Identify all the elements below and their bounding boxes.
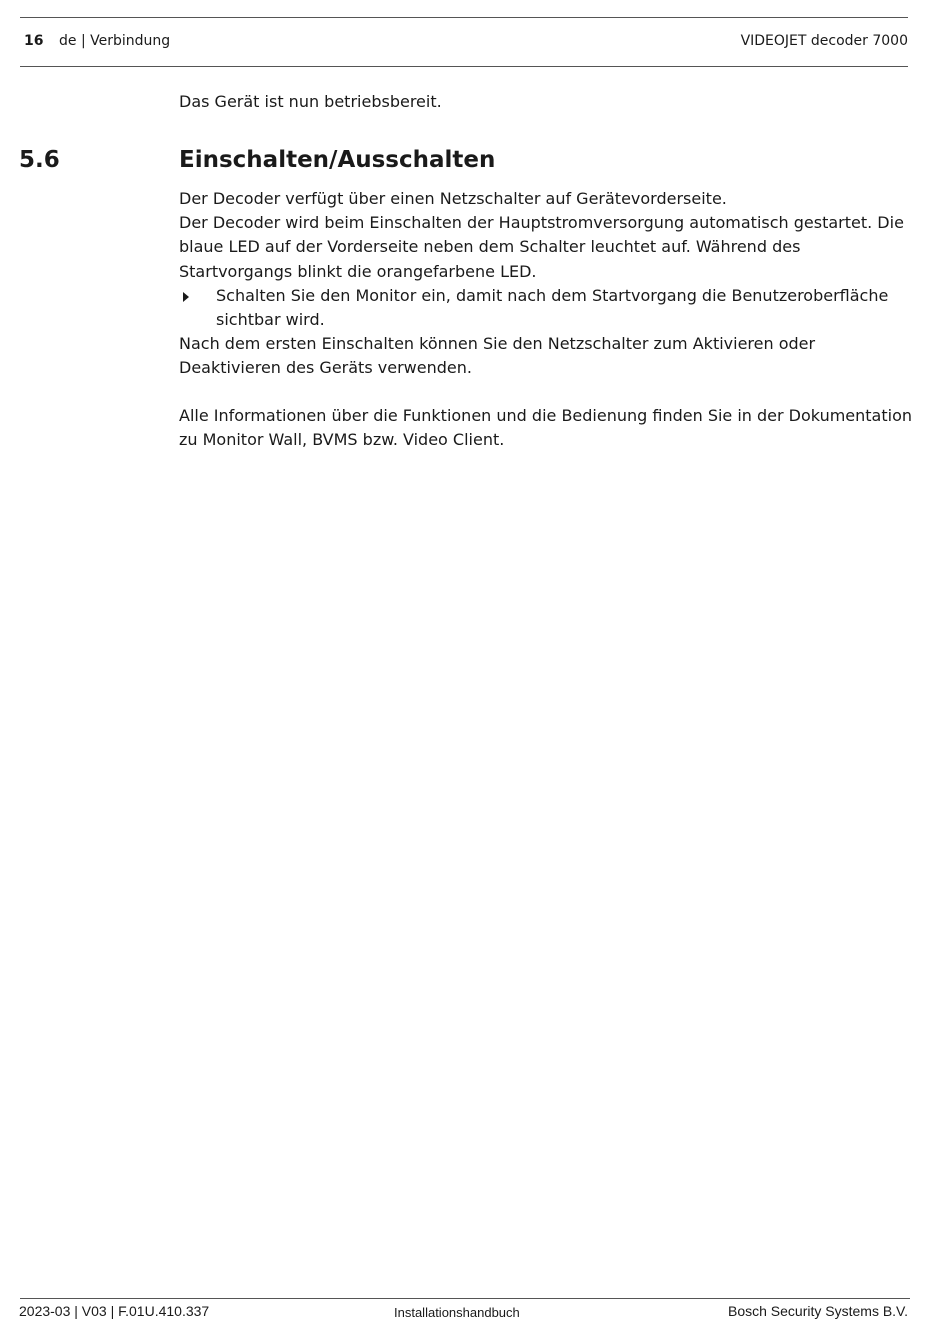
intro-paragraph: Das Gerät ist nun betriebsbereit.	[179, 92, 442, 111]
header-bottom-rule	[20, 66, 908, 67]
header-product-name: VIDEOJET decoder 7000	[740, 33, 908, 49]
section-title: Einschalten/Ausschalten	[179, 147, 496, 173]
paragraph-power-switch: Der Decoder verfügt über einen Netzschalter auf Gerätevorderseite. Der Decoder wird beim Einschalten der Hauptstromversorgung automatisch gestartet. Die blaue LED auf der Vorderseite neben dem Schalter leuchtet auf. Während des Startvorgangs blinkt die orangefarbene LED.	[179, 189, 904, 281]
header-top-rule	[20, 17, 908, 18]
footer-rule	[20, 1298, 910, 1299]
bullet-text: Schalten Sie den Monitor ein, damit nach dem Startvorgang die Benutzeroberfläche sichtbar wird.	[216, 286, 889, 330]
footer-company: Bosch Security Systems B.V.	[728, 1303, 908, 1319]
footer-doc-type: Installationshandbuch	[394, 1305, 520, 1320]
header-section-label: de | Verbindung	[59, 33, 171, 49]
triangle-right-icon	[183, 292, 189, 302]
section-number: 5.6	[19, 147, 60, 173]
paragraph-after-first-start: Nach dem ersten Einschalten können Sie den Netzschalter zum Aktivieren oder Deaktivieren des Geräts verwenden.	[179, 334, 816, 378]
page-number: 16	[24, 33, 44, 49]
footer-doc-id: 2023-03 | V03 | F.01U.410.337	[19, 1303, 210, 1319]
paragraph-documentation-reference: Alle Informationen über die Funktionen und die Bedienung finden Sie in der Dokumentation zu Monitor Wall, BVMS bzw. Video Client.	[179, 406, 912, 450]
